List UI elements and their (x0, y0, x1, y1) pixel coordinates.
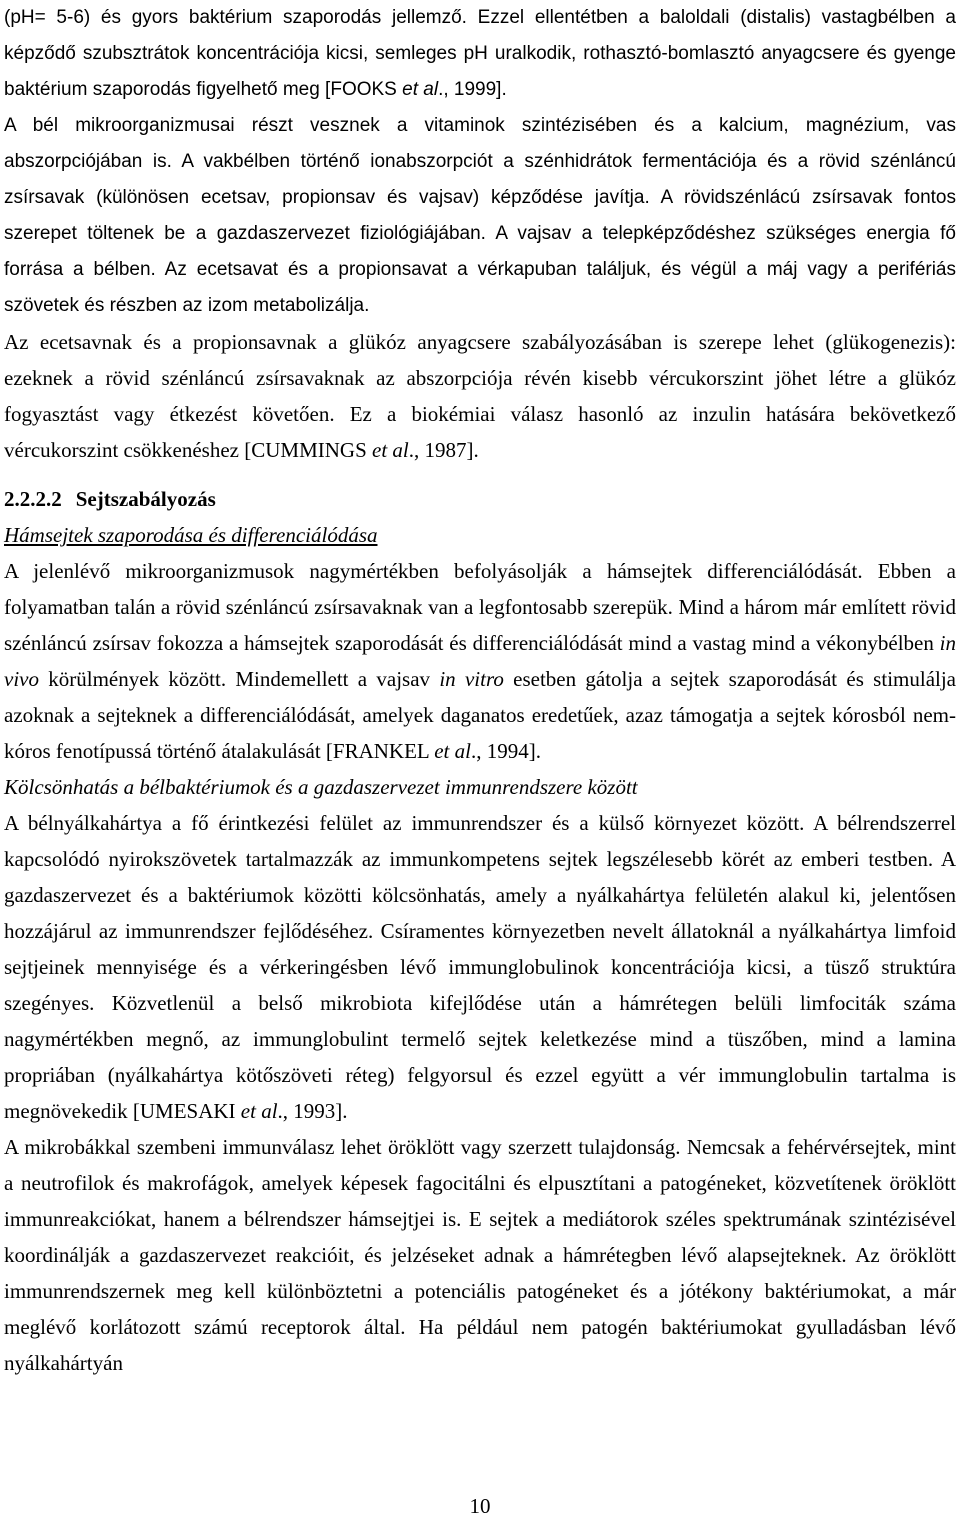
paragraph-microorganism-functions (4, 108, 956, 324)
text-run: A jelenlévő mikroorganizmusok nagymértékben befolyásolják a hámsejtek differenciálódását. Ebben a folyamatban talán a rövid szénláncú zsírsavaknak van a legfontosabb szerepük. Mind a három már említett rövid szénláncú zsírsav fokozza a hámsejtek szaporodását és differenciálódását mind a vastag mind a vékonybélben (4, 559, 956, 655)
text-run: ., 1994]. (470, 739, 541, 763)
document-page (4, 0, 956, 1381)
subheading-immune-interaction: Kölcsönhatás a bélbaktériumok és a gazdaszervezet immunrendszere között (4, 775, 638, 799)
paragraph-epithelial-differentiation (4, 553, 956, 769)
page-number: 10 (469, 1494, 491, 1518)
text-run: ., 1987]. (408, 438, 479, 462)
paragraph-colon-fermentation (4, 0, 956, 108)
text-run: körülmények között. Mindemellett a vajsav (38, 667, 440, 691)
italic-run: et al (372, 438, 409, 462)
paragraph-glucose-regulation (4, 324, 956, 468)
text-run: (pH= 5-6) és gyors baktérium szaporodás jellemző. Ezzel ellentétben a baloldali (distalis) vastagbélben a képződő szubsztrátok koncentrációja kicsi, semleges pH uralkodik, rothasztó-bomlasztó anyagcsere és gyenge baktérium szaporodás figyelhető meg [FOOKS (4, 7, 956, 100)
text-run: A bél mikroorganizmusai részt vesznek a vitaminok szintézisében és a kalcium, magnézium, vas abszorpciójában is. A vakbélben történő ionabszorpciót a szénhidrátok fermentációja és a rövid szénláncú zsírsavak (különösen ecetsav, propionsav és vajsav) képződése javítja. A rövidszénlácú zsírsavak fontos szerepet töltenek be a gazdaszervezet fiziológiájában. A vajsav a telepképződéshez szükséges energia fő forrása a bélben. Az ecetsavat és a propionsavat a vérkapuban találjuk, és végül a máj vagy a perifériás szövetek és részben az izom metabolizálja. (4, 115, 956, 316)
italic-run: in vivo (4, 631, 956, 691)
section-title: Sejtszabályozás (75, 487, 216, 511)
text-run: Az ecetsavnak és a propionsavnak a glükóz anyagcsere szabályozásában is szerepe lehet (glükogenezis): ezeknek a rövid szénláncú zsírsavaknak az abszorpciója révén kisebb vércukorszint jöhet létre a glükóz fogyasztást vagy étkezést követően. Ez a biokémiai válasz hasonló az inzulin hatására bekövetkező vércukorszint csökkenéshez [CUMMINGS (4, 330, 956, 462)
text-run: esetben gátolja a sejtek szaporodását és stimulálja azoknak a sejteknek a differenciálódását, amelyek daganatos eredetűek, azaz támogatja a sejtek kórosból nem-kóros fenotípussá történő átalakulását [FRANKEL (4, 667, 957, 763)
italic-run: et al (240, 1099, 278, 1123)
section-heading (4, 481, 956, 517)
text-run: ., 1993]. (277, 1099, 348, 1123)
italic-run: et al (434, 739, 471, 763)
text-run: ., 1999]. (438, 79, 507, 100)
text-run: A bélnyálkahártya a fő érintkezési felület az immunrendszer és a külső környezet között. A bélrendszerrel kapcsolódó nyirokszövetek tartalmazzák az immunkompetens sejtek legszélesebb körét az emberi testben. A gazdaszervezet és a baktériumok közötti kölcsönhatás, amely a nyálkahártya felületén alakul ki, jelentősen hozzájárul az immunrendszer fejlődéséhez. Csíramentes környezetben nevelt állatoknál a nyálkahártya limfoid sejtjeinek mennyisége és a vérkeringésben lévő immunglobulinok koncentrációja kicsi, a tüsző struktúra szegényes. Közvetlenül a belső mikrobiota kifejlődése után a hámrétegen belüli limfociták száma nagymértékben megnő, az immunglobulint termelő sejtek keletkezése mind a tüszőben, mind a lamina propriában (nyálkahártya kötőszöveti réteg) felgyorsul és ezzel együtt a vér immunglobulin tartalma is megnövekedik [UMESAKI (4, 811, 956, 1123)
italic-run: et al (402, 79, 439, 100)
italic-run: in vitro (439, 667, 504, 691)
paragraph-mucosa-immune-system (4, 805, 956, 1129)
subheading-epithelial-cells: Hámsejtek szaporodása és differenciálódása (4, 523, 378, 547)
section-number: 2.2.2.2 (4, 487, 62, 511)
text-run: A mikrobákkal szembeni immunválasz lehet öröklött vagy szerzett tulajdonság. Nemcsak a fehérvérsejtek, mint a neutrofilok és makrofágok, amelyek képesek fagocitálni és elpusztítani a patogéneket, közvetítenek öröklött immunreakciókat, hanem a bélrendszer hámsejtjei is. E sejtek a mediátorok széles spektrumának szintézisével koordinálják a gazdaszervezet reakcióit, és jelzéseket adnak a hámrétegben lévő alapsejteknek. Az öröklött immunrendszernek meg kell különböztetni a potenciális patogéneket és a jótékony baktériumokat, a már meglévő korlátozott számú receptorok által. Ha például nem patogén baktériumokat gyulladásban lévő nyálkahártyán (4, 1135, 956, 1375)
paragraph-innate-immunity (4, 1129, 956, 1381)
